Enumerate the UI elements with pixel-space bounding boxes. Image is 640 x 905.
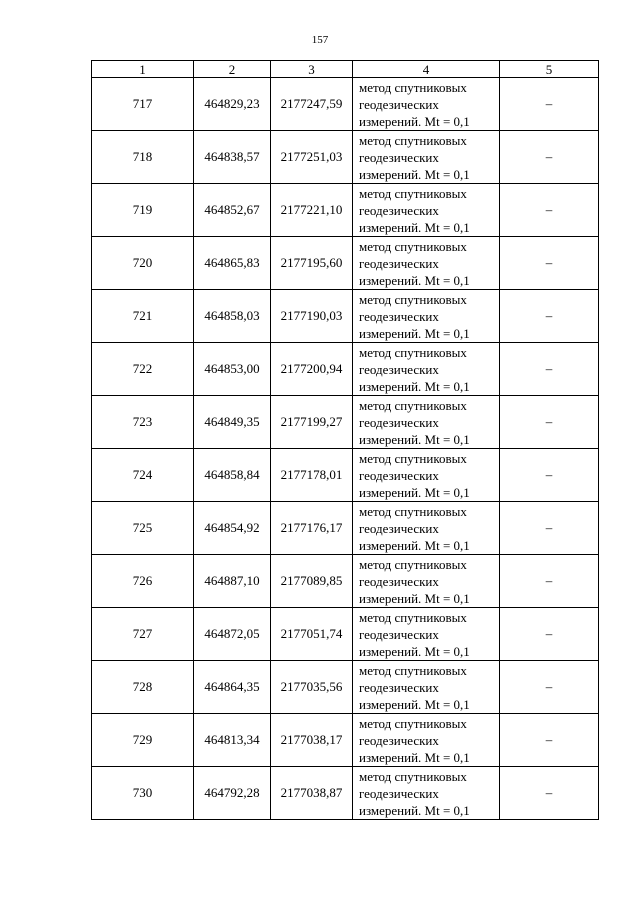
point-number-cell: 729 (92, 714, 194, 767)
y-coordinate-cell: 2177251,03 (271, 131, 353, 184)
method-text-line: геодезических (359, 255, 439, 271)
method-cell (353, 290, 500, 343)
x-coordinate-cell: 464829,23 (194, 78, 271, 131)
method-text-line: измерений. Mt = 0,1 (359, 272, 470, 288)
point-number-cell: 730 (92, 767, 194, 820)
x-coordinate-cell: 464792,28 (194, 767, 271, 820)
method-text-line: геодезических (359, 573, 439, 589)
table-row (92, 661, 599, 714)
accuracy-cell: – (500, 555, 599, 608)
point-number-cell: 724 (92, 449, 194, 502)
table-row (92, 555, 599, 608)
y-coordinate-cell: 2177038,87 (271, 767, 353, 820)
column-header-3: 3 (271, 61, 353, 78)
method-cell (353, 608, 500, 661)
accuracy-cell: – (500, 502, 599, 555)
method-text-line: метод спутниковых (359, 397, 467, 413)
table-row (92, 184, 599, 237)
y-coordinate-cell: 2177195,60 (271, 237, 353, 290)
method-text-line: геодезических (359, 149, 439, 165)
x-coordinate-cell: 464849,35 (194, 396, 271, 449)
y-coordinate-cell: 2177176,17 (271, 502, 353, 555)
method-text-line: метод спутниковых (359, 291, 467, 307)
method-text-line: измерений. Mt = 0,1 (359, 643, 470, 659)
y-coordinate-cell: 2177221,10 (271, 184, 353, 237)
method-text-line: метод спутниковых (359, 344, 467, 360)
point-number-cell: 719 (92, 184, 194, 237)
y-coordinate-cell: 2177035,56 (271, 661, 353, 714)
method-cell (353, 184, 500, 237)
method-text-line: метод спутниковых (359, 662, 467, 678)
column-header-4: 4 (353, 61, 500, 78)
accuracy-cell: – (500, 767, 599, 820)
y-coordinate-cell: 2177038,17 (271, 714, 353, 767)
method-text-line: метод спутниковых (359, 715, 467, 731)
x-coordinate-cell: 464864,35 (194, 661, 271, 714)
table-row (92, 290, 599, 343)
method-cell (353, 237, 500, 290)
method-text-line: метод спутниковых (359, 503, 467, 519)
method-text-line: метод спутниковых (359, 132, 467, 148)
column-header-1: 1 (92, 61, 194, 78)
method-cell (353, 767, 500, 820)
accuracy-cell: – (500, 131, 599, 184)
point-number-cell: 717 (92, 78, 194, 131)
method-text-line: метод спутниковых (359, 609, 467, 625)
point-number-cell: 723 (92, 396, 194, 449)
accuracy-cell: – (500, 184, 599, 237)
accuracy-cell: – (500, 661, 599, 714)
point-number-cell: 725 (92, 502, 194, 555)
table-row (92, 714, 599, 767)
point-number-cell: 722 (92, 343, 194, 396)
x-coordinate-cell: 464858,84 (194, 449, 271, 502)
y-coordinate-cell: 2177200,94 (271, 343, 353, 396)
x-coordinate-cell: 464858,03 (194, 290, 271, 343)
table-row (92, 396, 599, 449)
method-text-line: метод спутниковых (359, 450, 467, 466)
table-row (92, 502, 599, 555)
accuracy-cell: – (500, 449, 599, 502)
method-text-line: метод спутниковых (359, 238, 467, 254)
method-cell (353, 343, 500, 396)
method-text-line: геодезических (359, 361, 439, 377)
accuracy-cell: – (500, 78, 599, 131)
method-text-line: метод спутниковых (359, 768, 467, 784)
method-text-line: геодезических (359, 96, 439, 112)
point-number-cell: 718 (92, 131, 194, 184)
method-text-line: измерений. Mt = 0,1 (359, 431, 470, 447)
y-coordinate-cell: 2177247,59 (271, 78, 353, 131)
y-coordinate-cell: 2177089,85 (271, 555, 353, 608)
accuracy-cell: – (500, 237, 599, 290)
table-row (92, 237, 599, 290)
method-text-line: измерений. Mt = 0,1 (359, 484, 470, 500)
method-text-line: метод спутниковых (359, 185, 467, 201)
method-cell (353, 131, 500, 184)
method-text-line: измерений. Mt = 0,1 (359, 590, 470, 606)
header-row (92, 61, 599, 78)
method-cell (353, 714, 500, 767)
method-text-line: измерений. Mt = 0,1 (359, 113, 470, 129)
method-text-line: геодезических (359, 732, 439, 748)
y-coordinate-cell: 2177051,74 (271, 608, 353, 661)
y-coordinate-cell: 2177199,27 (271, 396, 353, 449)
method-text-line: измерений. Mt = 0,1 (359, 802, 470, 818)
x-coordinate-cell: 464853,00 (194, 343, 271, 396)
method-text-line: измерений. Mt = 0,1 (359, 166, 470, 182)
column-header-2: 2 (194, 61, 271, 78)
table-row (92, 343, 599, 396)
method-text-line: геодезических (359, 467, 439, 483)
method-text-line: измерений. Mt = 0,1 (359, 537, 470, 553)
method-cell (353, 78, 500, 131)
method-cell (353, 555, 500, 608)
y-coordinate-cell: 2177178,01 (271, 449, 353, 502)
x-coordinate-cell: 464872,05 (194, 608, 271, 661)
x-coordinate-cell: 464813,34 (194, 714, 271, 767)
accuracy-cell: – (500, 608, 599, 661)
table-row (92, 449, 599, 502)
method-text-line: измерений. Mt = 0,1 (359, 696, 470, 712)
point-number-cell: 721 (92, 290, 194, 343)
point-number-cell: 726 (92, 555, 194, 608)
method-text-line: метод спутниковых (359, 79, 467, 95)
method-text-line: измерений. Mt = 0,1 (359, 325, 470, 341)
table-row (92, 608, 599, 661)
page-number: 157 (311, 34, 329, 46)
method-cell (353, 661, 500, 714)
method-text-line: геодезических (359, 202, 439, 218)
method-cell (353, 396, 500, 449)
method-cell (353, 502, 500, 555)
method-text-line: измерений. Mt = 0,1 (359, 749, 470, 765)
method-text-line: геодезических (359, 308, 439, 324)
table-body (92, 78, 599, 820)
point-number-cell: 727 (92, 608, 194, 661)
table-row (92, 767, 599, 820)
x-coordinate-cell: 464838,57 (194, 131, 271, 184)
point-number-cell: 728 (92, 661, 194, 714)
method-text-line: метод спутниковых (359, 556, 467, 572)
y-coordinate-cell: 2177190,03 (271, 290, 353, 343)
x-coordinate-cell: 464865,83 (194, 237, 271, 290)
column-header-5: 5 (500, 61, 599, 78)
table-row (92, 131, 599, 184)
method-text-line: геодезических (359, 520, 439, 536)
x-coordinate-cell: 464852,67 (194, 184, 271, 237)
method-text-line: геодезических (359, 414, 439, 430)
point-number-cell: 720 (92, 237, 194, 290)
accuracy-cell: – (500, 290, 599, 343)
accuracy-cell: – (500, 343, 599, 396)
x-coordinate-cell: 464854,92 (194, 502, 271, 555)
accuracy-cell: – (500, 714, 599, 767)
accuracy-cell: – (500, 396, 599, 449)
x-coordinate-cell: 464887,10 (194, 555, 271, 608)
method-cell (353, 449, 500, 502)
method-text-line: геодезических (359, 626, 439, 642)
method-text-line: геодезических (359, 785, 439, 801)
table-row (92, 78, 599, 131)
method-text-line: измерений. Mt = 0,1 (359, 378, 470, 394)
method-text-line: измерений. Mt = 0,1 (359, 219, 470, 235)
method-text-line: геодезических (359, 679, 439, 695)
coordinates-table (91, 60, 599, 820)
